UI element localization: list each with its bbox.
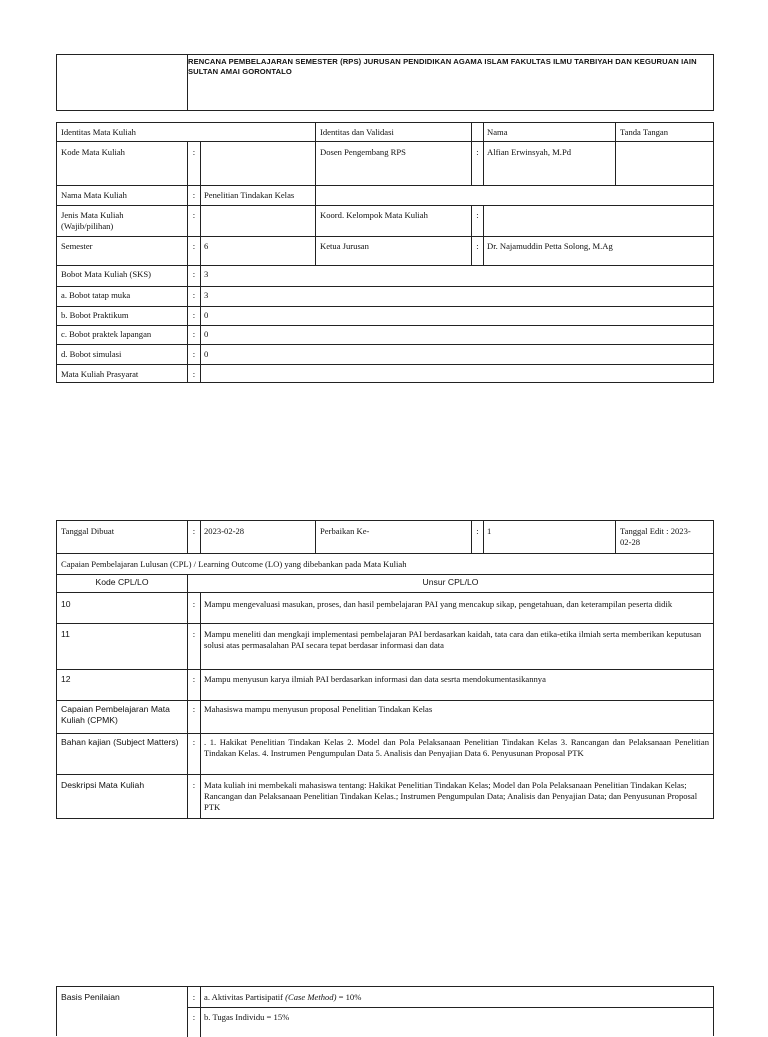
nama-header: Nama (487, 127, 508, 137)
colon: : (192, 349, 196, 359)
colon: : (192, 526, 196, 536)
nama-mk-value: Penelitian Tindakan Kelas (204, 190, 295, 200)
perbaikan-label: Perbaikan Ke- (320, 526, 370, 536)
ketua-value: Dr. Najamuddin Petta Solong, M.Ag (487, 241, 613, 251)
penilaian-item-a (204, 992, 704, 1003)
colon: : (192, 1012, 196, 1022)
unsur-cpl-header: Unsur CPL/LO (422, 577, 479, 587)
colon: : (476, 241, 479, 251)
colon: : (192, 704, 196, 714)
simulasi-value: 0 (204, 349, 209, 359)
semester-value: 6 (204, 241, 209, 251)
cpl-row-kode: 10 (61, 599, 71, 609)
praktikum-value: 0 (204, 310, 209, 320)
tanggal-dibuat-label: Tanggal Dibuat (61, 526, 115, 536)
colon: : (192, 241, 196, 251)
tanggal-dibuat-value: 2023-02-28 (204, 526, 245, 536)
colon: : (192, 310, 196, 320)
cpmk-label: Capaian Pembelajaran Mata Kuliah (CPMK) (61, 704, 170, 725)
praktek-lapangan-label: c. Bobot praktek lapangan (61, 329, 152, 339)
cpmk-value: Mahasiswa mampu menyusun proposal Penelitian Tindakan Kelas (204, 704, 433, 714)
colon: : (192, 992, 196, 1002)
capaian-title: Capaian Pembelajaran Lulusan (CPL) / Learning Outcome (LO) yang dibebankan pada Mata Kuliah (61, 559, 407, 569)
simulasi-label: d. Bobot simulasi (61, 349, 122, 359)
nama-mk-label: Nama Mata Kuliah (61, 190, 127, 200)
colon: : (476, 147, 479, 157)
colon: : (476, 210, 479, 220)
colon: : (192, 210, 196, 220)
colon: : (192, 369, 196, 379)
identitas-table (56, 122, 714, 383)
jenis-mk-label: Jenis Mata Kuliah (Wajib/pilihan) (61, 210, 124, 231)
prasyarat-label: Mata Kuliah Prasyarat (61, 369, 139, 379)
basis-penilaian-label: Basis Penilaian (61, 992, 120, 1002)
penilaian-item-a-prefix: a. Aktivitas Partisipatif (204, 992, 286, 1002)
penilaian-table (56, 986, 714, 1036)
tanggal-edit: Tanggal Edit : 2023-02-28 (620, 526, 691, 547)
colon: : (192, 269, 196, 279)
ketua-label: Ketua Jurusan (320, 241, 369, 251)
colon: : (192, 674, 196, 684)
penilaian-item-a-suffix: = 10% (336, 992, 362, 1002)
dosen-value: Alfian Erwinsyah, M.Pd (487, 147, 572, 157)
cpl-row-text: Mampu mengevaluasi masukan, proses, dan hasil pembelajaran PAI yang mencakup sikap, pengetahuan, dan keterampilan peserta didik (204, 599, 673, 609)
deskripsi-label: Deskripsi Mata Kuliah (61, 780, 145, 790)
cpl-row-text: Mampu meneliti dan mengkaji implementasi pembelajaran PAI berdasarkan kaidah, tata cara dan etika-etika ilmiah serta memberikan keputusan solusi atas permasalahan PAI secara tepat berdasar informasi dan data (204, 629, 702, 650)
kode-mk-label: Kode Mata Kuliah (61, 147, 125, 157)
semester-label: Semester (61, 241, 93, 251)
colon: : (192, 629, 196, 639)
identitas-mk-header: Identitas Mata Kuliah (61, 127, 136, 137)
cpl-table (56, 520, 714, 819)
deskripsi-value: Mata kuliah ini membekali mahasiswa tentang: Hakikat Penelitian Tindakan Kelas; Model dan Pola Pelaksanaan Penelitian Tindakan Kelas; Rancangan dan Pelaksanaan Penelitian Tindakan Kelas.; Instrumen Pengumpulan Data; Analisis dan Penyajian Data; dan Penyusunan Proposal PTK (204, 780, 698, 812)
bahan-kajian-label: Bahan kajian (Subject Matters) (61, 737, 179, 747)
colon: : (192, 599, 196, 609)
cpl-row-text: Mampu menyusun karya ilmiah PAI berdasarkan informasi dan data sesrta mendokumentasikannya (204, 674, 546, 684)
dosen-label: Dosen Pengembang RPS (320, 147, 406, 157)
colon: : (476, 526, 479, 536)
identitas-validasi-header: Identitas dan Validasi (320, 127, 394, 137)
colon: : (192, 147, 196, 157)
perbaikan-value: 1 (487, 526, 492, 536)
rps-header-box (56, 54, 714, 111)
tatap-muka-value: 3 (204, 290, 209, 300)
tanda-tangan-header: Tanda Tangan (620, 127, 669, 137)
colon: : (192, 329, 196, 339)
penilaian-item-b: b. Tugas Individu = 15% (204, 1012, 290, 1022)
colon: : (192, 780, 196, 790)
sks-label: Bobot Mata Kuliah (SKS) (61, 269, 151, 279)
praktikum-label: b. Bobot Praktikum (61, 310, 129, 320)
kode-cpl-header: Kode CPL/LO (95, 577, 149, 587)
tatap-muka-label: a. Bobot tatap muka (61, 290, 131, 300)
cpl-row-kode: 11 (61, 629, 70, 639)
colon: : (192, 737, 196, 747)
rps-title: RENCANA PEMBELAJARAN SEMESTER (RPS) JURUSAN PENDIDIKAN AGAMA ISLAM FAKULTAS ILMU TARBIYAH DAN KEGURUAN IAIN SULTAN AMAI GORONTALO (188, 57, 697, 76)
koord-label: Koord. Kelompok Mata Kuliah (320, 210, 428, 220)
penilaian-item-a-italic: (Case Method) (285, 992, 337, 1002)
colon: : (192, 190, 196, 200)
cpl-row-kode: 12 (61, 674, 71, 684)
bahan-kajian-value: . 1. Hakikat Penelitian Tindakan Kelas 2. Model dan Pola Pelaksanaan Penelitian Tindakan Kelas 3. Rancangan dan Pelaksanaan Penelitian Tindakan Kelas. 4. Instrumen Pengumpulan Data 5. Analisis dan Penyajian Data 6. Penyusunan Proposal PTK (204, 737, 709, 758)
colon: : (192, 290, 196, 300)
sks-value: 3 (204, 269, 209, 279)
praktek-lapangan-value: 0 (204, 329, 209, 339)
